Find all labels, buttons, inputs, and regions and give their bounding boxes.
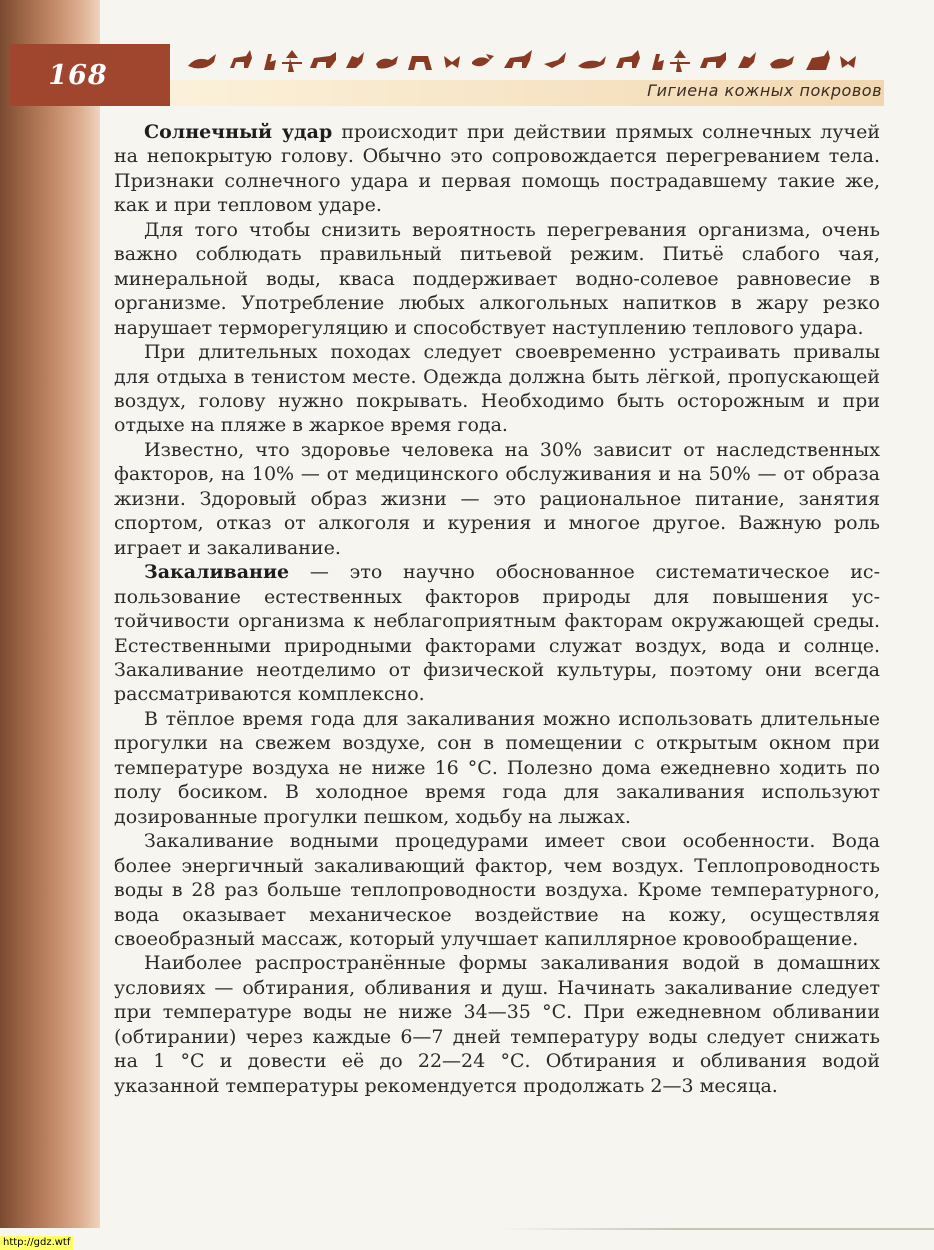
paragraph: Солнечный удар происходит при действии прямых солнечных лучей на непокрытую голову. Обычно это сопровождается перегреванием тела. Признаки солнечного удара и первая помощь пострадавшему такие же, как и при тепловом ударе. [114,121,880,217]
paragraph: Закаливание — это научно обоснованное систематическое использование естественных факторов природы для повышения устойчивости организма к неблагоприятным факторам окружающей среды. Естественными природными факторами служат воздух, вода и солнце. Закаливание неотделимо от физической культуры, поэтому они всегда рассматриваются комплексно. [114,561,880,706]
paragraph: Закаливание водными процедурами имеет свои особенности. Вода более энергичный закаливающий фактор, чем воздух. Теплопроводность воды в 28 раз больше теплопроводности воздуха. Кроме температурного, вода оказывает механическое воздействие на кожу, осуществляя своеобразный массаж, который улучшает капиллярное кровообращение. [114,830,880,950]
chapter-title: Гигиена кожных покровов [647,81,882,100]
paragraph: В тёплое время года для закаливания можно использовать длительные прогулки на свежем воздухе, сон в помещении с открытым окном при температуре воздуха не ниже 16 °С. Полезно дома ежедневно ходить по полу босиком. В холодное время года для закаливания используют дозированные прогулки пешком, ходьбу на лыжах. [114,707,880,828]
footer-line [500,1228,934,1230]
watermark-link[interactable]: http://gdz.wtf [0,1236,73,1250]
paragraph: Для того чтобы снизить вероятность перегревания организма, очень важно соблюдать правильный питьевой режим. Питьё слабого чая, минеральной воды, кваса поддерживает водно-солевое равновесие в организме. Употребление любых алкогольных напитков в жару резко нарушает терморегуляцию и способствует наступлению теплового удара. [114,218,880,339]
paragraph: Известно, что здоровье человека на 30% зависит от наследственных факторов, на 10% — от медицинского обслуживания и на 50% — от образа жизни. Здоровый образ жизни — это рациональное питание, занятия спортом, отказ от алкоголя и курения и многое другое. Важную роль играет и закаливание. [114,438,880,559]
paragraph: Наиболее распространённые формы закаливания водой в домашних условиях — обтирания, обливания и душ. Начинать закаливание следует при температуре воды не ниже 34—35 °С. При ежедневном обливании (обтирании) через каждые 6—7 дней температуру воды следует снижать на 1 °С и довести её до 22—24 °С. Обтирания и обливания водой указанной температуры рекомендуется продолжать 2—3 месяца. [114,952,880,1097]
page-edge-band [0,0,100,1228]
term-bold: Солнечный удар [144,121,333,143]
body-text [114,120,880,1098]
animal-silhouettes-icon [186,46,862,76]
paragraph: При длительных походах следует своевременно устраивать привалы для отдыха в тенистом месте. Одежда должна быть лёгкой, пропускающей воздух, голову нужно покрывать. Необходимо быть осторожным и при отдыхе на пляже в жаркое время года. [114,341,880,437]
term-bold: Закаливание [144,561,290,584]
page-number: 168 [48,59,108,91]
page-number-box [10,44,170,106]
